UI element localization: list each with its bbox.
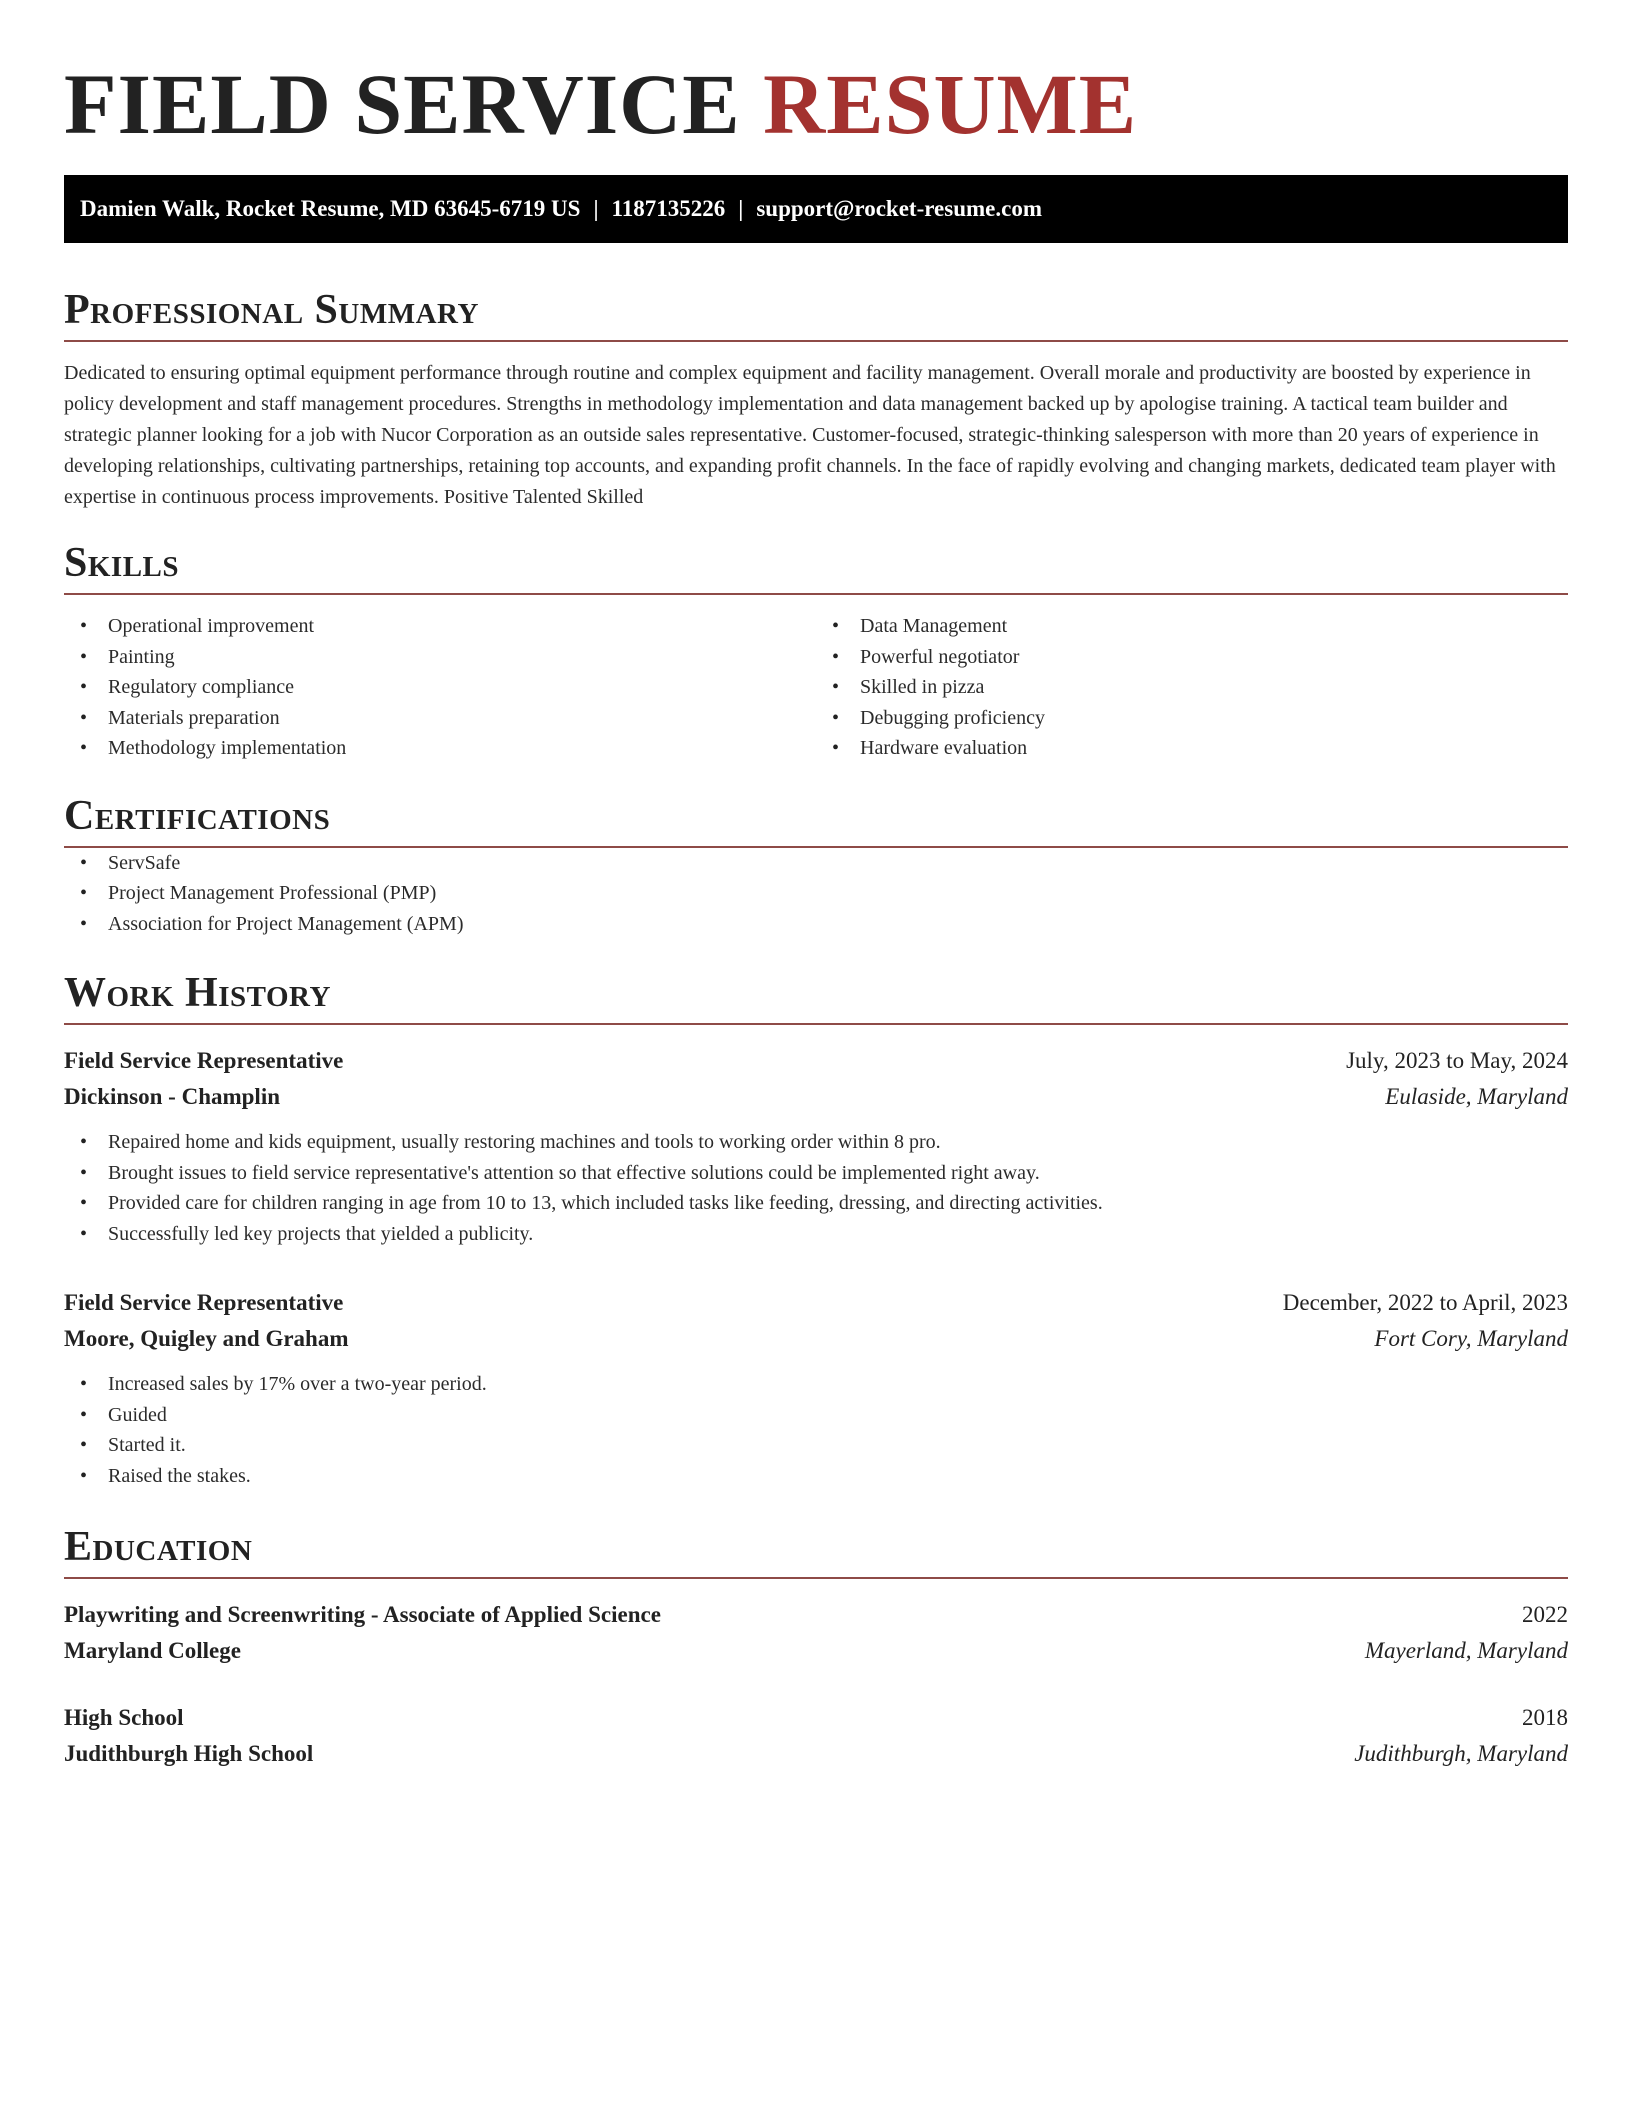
contact-separator: |: [738, 196, 744, 221]
title-main: FIELD SERVICE: [64, 56, 741, 152]
job-header-row: [64, 1285, 1568, 1321]
job-bullets: [64, 1369, 1568, 1491]
job-header-row: [64, 1043, 1568, 1079]
certification-item: • ServSafe: [64, 848, 1568, 879]
job-dates: July, 2023 to May, 2024: [1346, 1048, 1568, 1073]
education-school-row: [64, 1633, 1568, 1669]
skills-list-right: [816, 611, 1568, 764]
job-bullet: • Successfully led key projects that yielded a publicity.: [64, 1219, 1568, 1250]
skill-item: • Skilled in pizza: [816, 672, 1568, 703]
skill-item: • Materials preparation: [64, 703, 816, 734]
job-bullet: • Repaired home and kids equipment, usually restoring machines and tools to working order within 8 pro.: [64, 1127, 1568, 1158]
skill-item: • Operational improvement: [64, 611, 816, 642]
job-bullets: [64, 1127, 1568, 1249]
job-title: Field Service Representative: [64, 1290, 344, 1315]
contact-address: Damien Walk, Rocket Resume, MD 63645-6719 US: [80, 196, 581, 221]
skills-grid: [64, 611, 1568, 764]
education-heading: Education: [64, 1521, 1568, 1579]
job-dates: December, 2022 to April, 2023: [1282, 1290, 1568, 1315]
job-bullet: • Raised the stakes.: [64, 1461, 1568, 1492]
contact-email[interactable]: support@rocket-resume.com: [756, 196, 1042, 221]
job-entry: [64, 1043, 1568, 1249]
skill-item: • Methodology implementation: [64, 733, 816, 764]
job-company-row: [64, 1321, 1568, 1357]
job-company: Dickinson - Champlin: [64, 1084, 281, 1109]
contact-phone: 1187135226: [611, 196, 726, 221]
contact-separator: |: [593, 196, 599, 221]
job-bullet: • Increased sales by 17% over a two-year period.: [64, 1369, 1568, 1400]
title-accent: RESUME: [763, 56, 1138, 152]
summary-text: Dedicated to ensuring optimal equipment performance through routine and complex equipment and facility management. Overall morale and productivity are boosted by experience in policy development and staff management procedures. Strengths in methodology implementation and data management backed up by apologise training. A tactical team builder and strategic planner looking for a job with Nucor Corporation as an outside sales representative. Customer-focused, strategic-thinking salesperson with more than 20 years of experience in developing relationships, cultivating partnerships, retaining top accounts, and expanding profit channels. In the face of rapidly evolving and changing markets, dedicated team player with expertise in continuous process improvements. Positive Talented Skilled: [64, 362, 1556, 508]
job-bullet: • Guided: [64, 1400, 1568, 1431]
education-location: Judithburgh, Maryland: [1354, 1741, 1568, 1766]
certification-item: • Project Management Professional (PMP): [64, 878, 1568, 909]
certification-item: • Association for Project Management (APM): [64, 909, 1568, 940]
skills-heading: Skills: [64, 537, 1568, 595]
education-year: 2018: [1522, 1705, 1568, 1730]
job-location: Eulaside, Maryland: [1385, 1084, 1568, 1109]
job-bullet: • Brought issues to field service representative's attention so that effective solutions could be implemented right away.: [64, 1158, 1568, 1189]
certifications-heading: Certifications: [64, 790, 1568, 848]
education-location: Mayerland, Maryland: [1364, 1638, 1568, 1663]
job-location: Fort Cory, Maryland: [1374, 1326, 1568, 1351]
job-company: Moore, Quigley and Graham: [64, 1326, 349, 1351]
resume-title: [64, 56, 1568, 152]
job-company-row: [64, 1079, 1568, 1115]
contact-bar: [64, 175, 1568, 243]
skill-item: • Hardware evaluation: [816, 733, 1568, 764]
work-history-heading: Work History: [64, 967, 1568, 1025]
job-entry: [64, 1285, 1568, 1491]
education-school-row: [64, 1736, 1568, 1772]
skill-item: • Debugging proficiency: [816, 703, 1568, 734]
job-bullet: • Started it.: [64, 1430, 1568, 1461]
education-entry: [64, 1597, 1568, 1669]
certifications-list: [64, 848, 1568, 940]
education-degree: Playwriting and Screenwriting - Associate of Applied Science: [64, 1602, 661, 1627]
summary-heading: Professional Summary: [64, 284, 1568, 342]
job-title: Field Service Representative: [64, 1048, 344, 1073]
skill-item: • Painting: [64, 642, 816, 673]
job-bullet: • Provided care for children ranging in age from 10 to 13, which included tasks like feeding, dressing, and directing activities.: [64, 1188, 1568, 1219]
skill-item: • Data Management: [816, 611, 1568, 642]
education-year: 2022: [1522, 1602, 1568, 1627]
education-school: Judithburgh High School: [64, 1741, 314, 1766]
education-header-row: [64, 1700, 1568, 1736]
education-header-row: [64, 1597, 1568, 1633]
skill-item: • Regulatory compliance: [64, 672, 816, 703]
education-degree: High School: [64, 1705, 184, 1730]
skills-list-left: [64, 611, 816, 764]
education-school: Maryland College: [64, 1638, 241, 1663]
skill-item: • Powerful negotiator: [816, 642, 1568, 673]
education-entry: [64, 1700, 1568, 1772]
